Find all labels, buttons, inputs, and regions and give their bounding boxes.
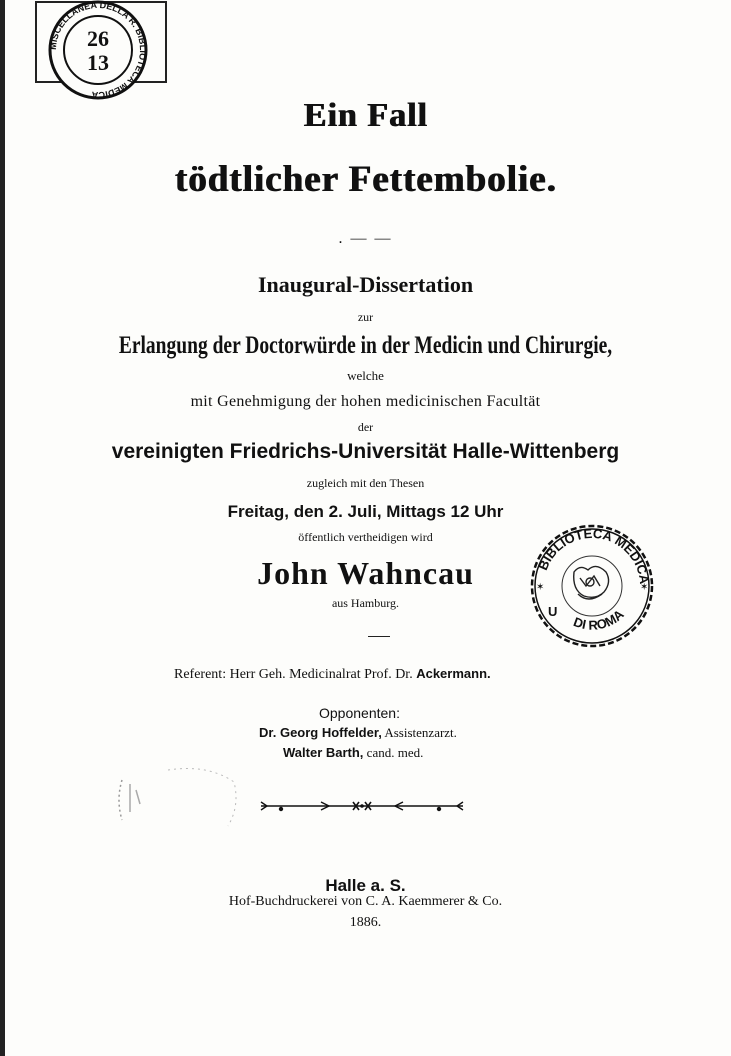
referent-line xyxy=(174,666,491,683)
stamp-ring-text: MISCELLANEA DELLA R. BIBLIOTECA MEDICA xyxy=(47,0,149,100)
ink-smudge xyxy=(108,760,248,840)
title-line-1: Ein Fall xyxy=(303,97,428,134)
printer-line: Hof-Buchdruckerei von C. A. Kaemmerer & Co. xyxy=(228,894,503,909)
opponent-1-name: Dr. Georg Hoffelder, xyxy=(259,725,382,740)
purpose-line: Erlangung der Doctorwürde in der Medicin und Chirurgie, xyxy=(118,332,613,359)
opponent-2-name: Walter Barth, xyxy=(283,745,364,760)
referent-text: Herr Geh. Medicinalrat Prof. Dr. xyxy=(229,667,413,682)
publication-year: 1886. xyxy=(349,915,382,930)
stamp-ring-bottom: DI ROMA xyxy=(571,606,627,633)
author-origin: aus Hamburg. xyxy=(331,596,400,610)
university-line: vereinigten Friedrichs-Universität Halle-Wittenberg xyxy=(111,440,620,463)
date-line: Freitag, den 2. Juli, Mittags 12 Uhr xyxy=(227,502,504,521)
divider-rule xyxy=(368,636,390,637)
ornament-rule-icon xyxy=(257,798,467,814)
publication-place: Halle a. S. xyxy=(325,876,406,895)
svg-text:✶: ✶ xyxy=(536,582,545,593)
author-name: John Wahncau xyxy=(257,555,474,591)
opponent-1 xyxy=(259,725,457,741)
der-line: der xyxy=(357,420,374,434)
approval-line: mit Genehmigung der hohen medicinischen Facultät xyxy=(190,393,541,410)
dissertation-type: Inaugural-Dissertation xyxy=(257,272,474,297)
svg-text:✶: ✶ xyxy=(640,582,649,593)
title-line-2: tödtlicher Fettembolie. xyxy=(174,159,557,200)
title-separator: . — — xyxy=(338,230,393,247)
stamp-number-1: 26 xyxy=(87,26,109,51)
zur-line: zur xyxy=(357,310,374,324)
opponents-heading: Opponenten: xyxy=(319,705,400,721)
opponent-2-role: cand. med. xyxy=(366,745,424,760)
opponent-1-role: Assistenzarzt. xyxy=(384,725,457,740)
defend-line: öffentlich vertheidigen wird xyxy=(298,530,433,544)
library-stamp-top-left xyxy=(28,0,168,100)
theses-line: zugleich mit den Thesen xyxy=(306,476,425,490)
referent-label: Referent: xyxy=(174,667,227,682)
referent-name: Ackermann. xyxy=(416,666,491,681)
stamp-ring-left: U xyxy=(548,604,558,619)
stamp-number-2: 13 xyxy=(87,50,109,75)
stamp-ring-top: BIBLIOTECA MEDICA xyxy=(535,525,653,585)
opponent-2 xyxy=(283,745,423,761)
welche-line: welche xyxy=(347,368,384,383)
